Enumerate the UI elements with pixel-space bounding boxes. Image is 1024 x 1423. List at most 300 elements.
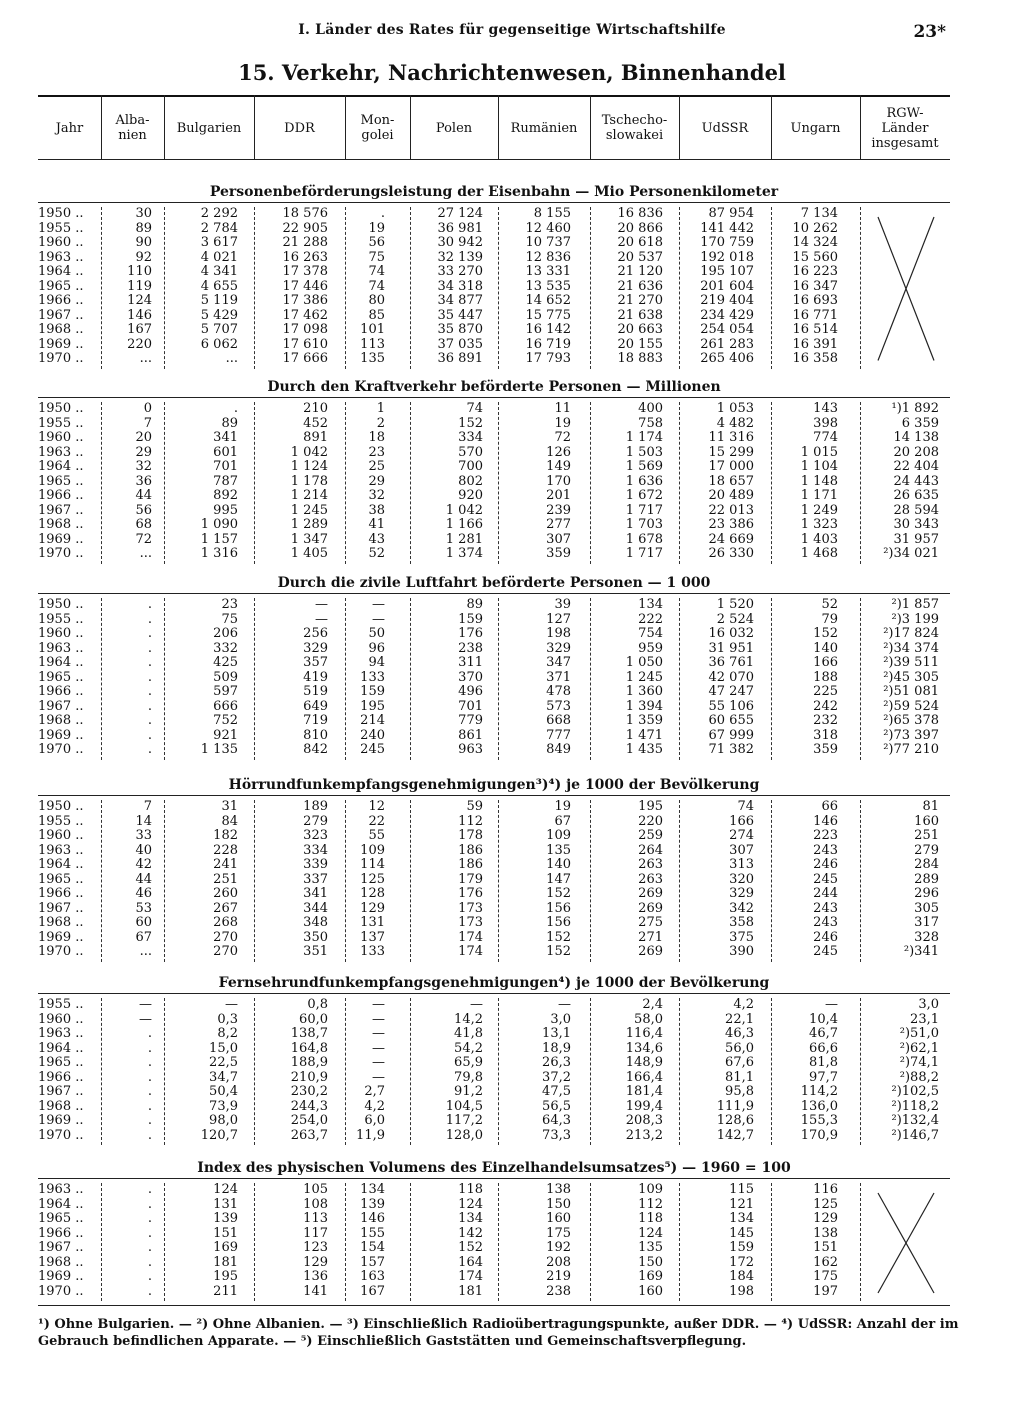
value-cell: — <box>225 997 238 1012</box>
value-cell: 141 442 <box>700 220 754 236</box>
value-cell: 1 050 <box>625 655 663 670</box>
table-title: 15. Verkehr, Nachrichtenwesen, Binnenhandel <box>238 60 786 85</box>
value-cell: 195 <box>360 698 385 714</box>
value-cell: ²)62,1 <box>899 1040 939 1056</box>
value-cell: . <box>380 206 385 221</box>
header-column-divider <box>345 95 346 159</box>
value-cell: . <box>147 1196 152 1212</box>
value-cell: 128,0 <box>445 1127 483 1143</box>
value-cell: 328 <box>914 929 939 945</box>
table-bottom-rule <box>38 1305 950 1306</box>
value-cell: 73,9 <box>209 1098 238 1114</box>
value-cell: 166 <box>729 813 754 829</box>
value-cell: 1 405 <box>290 546 328 561</box>
year-cell: 1965 .. <box>38 1211 84 1226</box>
table-row <box>38 475 950 489</box>
value-cell: 134 <box>458 1211 483 1226</box>
value-cell: 198 <box>546 626 571 641</box>
value-cell: 156 <box>546 915 571 930</box>
value-cell: 1 703 <box>625 517 663 532</box>
value-cell: 263 <box>638 871 663 887</box>
value-cell: 334 <box>303 842 328 858</box>
value-cell: 842 <box>303 742 328 757</box>
table-row <box>38 1013 950 1027</box>
value-cell: 151 <box>813 1240 838 1255</box>
table-row <box>38 656 950 670</box>
table-row <box>38 1085 950 1099</box>
value-cell: 166 <box>813 655 838 670</box>
value-cell: . <box>147 1098 152 1114</box>
value-cell: 22 905 <box>282 220 328 236</box>
table-row <box>38 1270 950 1284</box>
value-cell: 241 <box>213 857 238 872</box>
year-cell: 1955 .. <box>38 415 84 431</box>
header-column-divider <box>679 95 680 159</box>
value-cell: 74 <box>466 401 483 416</box>
year-cell: 1950 .. <box>38 597 84 612</box>
value-cell: — <box>825 997 838 1012</box>
value-cell: 18 657 <box>708 473 754 489</box>
value-cell: 46 <box>135 886 152 901</box>
value-cell: 192 <box>546 1240 571 1255</box>
value-cell: 44 <box>135 871 152 887</box>
value-cell: 128 <box>360 886 385 901</box>
value-cell: 1 672 <box>625 488 663 503</box>
value-cell: 32 <box>135 459 152 474</box>
col-header-jahr: Jahr <box>55 120 84 136</box>
value-cell: 152 <box>546 929 571 945</box>
value-cell: 341 <box>303 886 328 901</box>
value-cell: 17 610 <box>282 336 328 352</box>
year-cell: 1965 .. <box>38 871 84 887</box>
value-cell: 30 343 <box>893 517 939 532</box>
value-cell: 72 <box>135 531 152 547</box>
value-cell: 16 032 <box>708 626 754 641</box>
value-cell: 46,7 <box>809 1026 838 1041</box>
header-column-divider <box>101 95 102 159</box>
value-cell: 23 <box>368 444 385 460</box>
value-cell: 12 460 <box>525 220 571 236</box>
value-cell: 17 386 <box>282 293 328 308</box>
value-cell: . <box>147 1283 152 1299</box>
table-row <box>38 1042 950 1056</box>
value-cell: 1 289 <box>290 517 328 532</box>
value-cell: 71 382 <box>708 742 754 757</box>
year-cell: 1969 .. <box>38 1113 84 1128</box>
header-column-divider <box>498 95 499 159</box>
value-cell: 597 <box>213 684 238 699</box>
value-cell: 115 <box>729 1182 754 1197</box>
value-cell: — <box>470 997 483 1012</box>
value-cell: 5 429 <box>200 307 238 323</box>
value-cell: 42 070 <box>708 669 754 685</box>
value-cell: 2 784 <box>200 220 238 236</box>
value-cell: 7 <box>143 799 152 814</box>
value-cell: 17 462 <box>282 307 328 323</box>
value-cell: 357 <box>303 655 328 670</box>
year-cell: 1965 .. <box>38 1055 84 1070</box>
value-cell: 118 <box>638 1211 663 1226</box>
value-cell: 230,2 <box>290 1084 328 1099</box>
value-cell: 170,9 <box>800 1127 838 1143</box>
value-cell: 22 <box>368 813 385 829</box>
value-cell: 14 652 <box>525 293 571 308</box>
value-cell: ²)77 210 <box>883 742 939 757</box>
value-cell: 188 <box>813 669 838 685</box>
table-top-rule <box>38 95 950 97</box>
value-cell: 274 <box>729 828 754 843</box>
section-rule <box>38 795 950 796</box>
value-cell: 136,0 <box>800 1098 838 1114</box>
value-cell: 152 <box>458 415 483 431</box>
table-row <box>38 222 950 236</box>
value-cell: 251 <box>914 828 939 843</box>
value-cell: 1 249 <box>800 502 838 518</box>
value-cell: 400 <box>638 401 663 416</box>
value-cell: 124 <box>127 293 152 308</box>
value-cell: ... <box>139 944 152 959</box>
header-column-divider <box>771 95 772 159</box>
value-cell: 60,0 <box>299 1011 328 1027</box>
value-cell: 1 281 <box>445 531 483 547</box>
value-cell: 201 604 <box>700 278 754 294</box>
value-cell: 181 <box>458 1283 483 1299</box>
table-row <box>38 533 950 547</box>
value-cell: ²)34 021 <box>883 546 939 561</box>
year-cell: 1966 .. <box>38 1225 84 1241</box>
running-head <box>0 22 1024 46</box>
table-row <box>38 547 950 561</box>
value-cell: 649 <box>303 698 328 714</box>
value-cell: 18,9 <box>542 1040 571 1056</box>
value-cell: 181 <box>213 1254 238 1270</box>
value-cell: 151 <box>213 1225 238 1241</box>
value-cell: 4 021 <box>200 249 238 265</box>
value-cell: 313 <box>729 857 754 872</box>
value-cell: 318 <box>813 727 838 743</box>
value-cell: 129 <box>813 1211 838 1226</box>
value-cell: 164,8 <box>290 1040 328 1056</box>
year-cell: 1966 .. <box>38 293 84 308</box>
value-cell: ²)34 374 <box>883 640 939 656</box>
value-cell: 75 <box>368 249 385 265</box>
value-cell: 129 <box>360 900 385 916</box>
table-row <box>38 1212 950 1226</box>
value-cell: 347 <box>546 655 571 670</box>
value-cell: 264 <box>638 842 663 858</box>
value-cell: 240 <box>360 727 385 743</box>
value-cell: 20 155 <box>617 336 663 352</box>
value-cell: 284 <box>914 857 939 872</box>
value-cell: 167 <box>360 1283 385 1299</box>
value-cell: 341 <box>213 430 238 445</box>
value-cell: 358 <box>729 915 754 930</box>
table-row <box>38 1227 950 1241</box>
value-cell: 263 <box>638 857 663 872</box>
value-cell: 133 <box>360 944 385 959</box>
value-cell: 210,9 <box>290 1069 328 1085</box>
value-cell: 219 404 <box>700 293 754 308</box>
year-cell: 1967 .. <box>38 502 84 518</box>
value-cell: 140 <box>813 640 838 656</box>
value-cell: 54,2 <box>454 1040 483 1056</box>
value-cell: ²)51,0 <box>899 1026 939 1041</box>
value-cell: 719 <box>303 713 328 728</box>
value-cell: — <box>558 997 571 1012</box>
value-cell: 254,0 <box>290 1113 328 1128</box>
value-cell: 198 <box>729 1283 754 1299</box>
value-cell: 164 <box>458 1254 483 1270</box>
value-cell: 31 951 <box>708 640 754 656</box>
table-row <box>38 402 950 416</box>
value-cell: 120,7 <box>200 1127 238 1143</box>
value-cell: 244,3 <box>290 1098 328 1114</box>
value-cell: 112 <box>458 813 483 829</box>
value-cell: — <box>372 997 385 1012</box>
value-cell: 17 666 <box>282 351 328 366</box>
value-cell: 29 <box>135 444 152 460</box>
value-cell: 959 <box>638 640 663 656</box>
value-cell: 152 <box>546 886 571 901</box>
value-cell: 13 331 <box>525 264 571 279</box>
year-cell: 1969 .. <box>38 929 84 945</box>
section-title: Hörrundfunkempfangsgenehmigungen³)⁴) je 1000 der Bevölkerung <box>228 777 760 793</box>
value-cell: 1 104 <box>800 459 838 474</box>
value-cell: 192 018 <box>700 249 754 265</box>
table-row <box>38 815 950 829</box>
value-cell: 6 062 <box>200 336 238 352</box>
value-cell: ²)3 199 <box>891 611 939 627</box>
value-cell: 195 <box>213 1269 238 1284</box>
year-cell: 1950 .. <box>38 206 84 221</box>
table-row <box>38 489 950 503</box>
table-row <box>38 338 950 352</box>
value-cell: 30 942 <box>437 235 483 250</box>
value-cell: 370 <box>458 669 483 685</box>
value-cell: 6,0 <box>364 1113 385 1128</box>
value-cell: 26 330 <box>708 546 754 561</box>
table-row <box>38 931 950 945</box>
value-cell: 329 <box>546 640 571 656</box>
year-cell: 1967 .. <box>38 1240 84 1255</box>
value-cell: 87 954 <box>708 206 754 221</box>
value-cell: 109 <box>360 842 385 858</box>
value-cell: 16 263 <box>282 249 328 265</box>
value-cell: 16 391 <box>792 336 838 352</box>
table-row <box>38 627 950 641</box>
value-cell: 67 999 <box>708 727 754 743</box>
value-cell: 124 <box>638 1225 663 1241</box>
value-cell: 94 <box>368 655 385 670</box>
table-row <box>38 431 950 445</box>
value-cell: 261 283 <box>700 336 754 352</box>
value-cell: 67 <box>135 929 152 945</box>
value-cell: 139 <box>360 1196 385 1212</box>
value-cell: 28 594 <box>893 502 939 518</box>
value-cell: 38 <box>368 502 385 518</box>
value-cell: 101 <box>360 322 385 337</box>
value-cell: 117,2 <box>445 1113 483 1128</box>
value-cell: 311 <box>458 655 483 670</box>
year-cell: 1955 .. <box>38 813 84 829</box>
table-row <box>38 1114 950 1128</box>
value-cell: 17 793 <box>525 351 571 366</box>
value-cell: . <box>147 698 152 714</box>
value-cell: 36 981 <box>437 220 483 236</box>
table-row <box>38 642 950 656</box>
value-cell: 65,9 <box>454 1055 483 1070</box>
value-cell: 72 <box>554 430 571 445</box>
value-cell: 67 <box>554 813 571 829</box>
value-cell: 167 <box>127 322 152 337</box>
year-cell: 1966 .. <box>38 684 84 699</box>
value-cell: 112 <box>638 1196 663 1212</box>
value-cell: 109 <box>546 828 571 843</box>
year-cell: 1960 .. <box>38 1011 84 1027</box>
value-cell: — <box>372 1026 385 1041</box>
value-cell: 305 <box>914 900 939 916</box>
value-cell: 139 <box>213 1211 238 1226</box>
value-cell: 269 <box>638 900 663 916</box>
value-cell: . <box>147 1269 152 1284</box>
value-cell: 145 <box>729 1225 754 1241</box>
not-applicable-cross-mark <box>860 211 950 365</box>
year-cell: 1964 .. <box>38 857 84 872</box>
value-cell: . <box>147 1084 152 1099</box>
value-cell: 7 134 <box>800 206 838 221</box>
year-cell: 1960 .. <box>38 828 84 843</box>
value-cell: 125 <box>813 1196 838 1212</box>
value-cell: 12 <box>368 799 385 814</box>
table-row <box>38 352 950 366</box>
section-rule <box>38 593 950 594</box>
col-header-ungarn: Ungarn <box>790 120 841 136</box>
value-cell: 1 403 <box>800 531 838 547</box>
value-cell: 220 <box>127 336 152 352</box>
year-cell: 1964 .. <box>38 1196 84 1212</box>
year-cell: 1963 .. <box>38 842 84 858</box>
value-cell: 170 759 <box>700 235 754 250</box>
table-row <box>38 280 950 294</box>
value-cell: 111,9 <box>716 1098 754 1114</box>
value-cell: 11,9 <box>356 1127 385 1143</box>
value-cell: 260 <box>213 886 238 901</box>
value-cell: 95,8 <box>725 1084 754 1099</box>
table-row <box>38 207 950 221</box>
value-cell: 1 015 <box>800 444 838 460</box>
year-cell: 1966 .. <box>38 1069 84 1085</box>
value-cell: 16 771 <box>792 307 838 323</box>
value-cell: 245 <box>360 742 385 757</box>
value-cell: 11 <box>554 401 571 416</box>
value-cell: 178 <box>458 828 483 843</box>
table-row <box>38 1198 950 1212</box>
year-cell: 1967 .. <box>38 307 84 323</box>
value-cell: 55 106 <box>708 698 754 714</box>
value-cell: 74 <box>368 264 385 279</box>
value-cell: 208,3 <box>625 1113 663 1128</box>
value-cell: 27 124 <box>437 206 483 221</box>
value-cell: 109 <box>638 1182 663 1197</box>
table-row <box>38 671 950 685</box>
value-cell: 174 <box>458 929 483 945</box>
value-cell: 234 429 <box>700 307 754 323</box>
value-cell: 135 <box>638 1240 663 1255</box>
value-cell: 892 <box>213 488 238 503</box>
value-cell: 56 <box>135 502 152 518</box>
value-cell: 36 761 <box>708 655 754 670</box>
value-cell: ²)17 824 <box>883 626 939 641</box>
value-cell: 1 171 <box>800 488 838 503</box>
value-cell: 271 <box>638 929 663 945</box>
value-cell: 1 468 <box>800 546 838 561</box>
table-row <box>38 829 950 843</box>
value-cell: 259 <box>638 828 663 843</box>
value-cell: 1 178 <box>290 473 328 489</box>
value-cell: 42 <box>135 857 152 872</box>
table-row <box>38 1071 950 1085</box>
value-cell: ¹)1 892 <box>891 401 939 416</box>
value-cell: 289 <box>914 871 939 887</box>
value-cell: . <box>147 1211 152 1226</box>
value-cell: 570 <box>458 444 483 460</box>
value-cell: 34,7 <box>209 1069 238 1085</box>
value-cell: ²)1 857 <box>891 597 939 612</box>
value-cell: 142 <box>458 1225 483 1241</box>
value-cell: 16 358 <box>792 351 838 366</box>
value-cell: 0 <box>143 401 152 416</box>
value-cell: 31 957 <box>893 531 939 547</box>
value-cell: 279 <box>303 813 328 829</box>
value-cell: 68 <box>135 517 152 532</box>
value-cell: 138,7 <box>290 1026 328 1041</box>
section-title: Personenbeförderungsleistung der Eisenbahn — Mio Personenkilometer <box>209 184 779 200</box>
statistics-table <box>38 95 950 1305</box>
value-cell: 4,2 <box>733 997 754 1012</box>
table-row <box>38 1027 950 1041</box>
value-cell: 245 <box>813 871 838 887</box>
table-row <box>38 518 950 532</box>
value-cell: 176 <box>458 626 483 641</box>
value-cell: 921 <box>213 727 238 743</box>
value-cell: 371 <box>546 669 571 685</box>
value-cell: 175 <box>813 1269 838 1284</box>
value-cell: 152 <box>813 626 838 641</box>
value-cell: . <box>147 1069 152 1085</box>
year-cell: 1965 .. <box>38 473 84 489</box>
value-cell: 375 <box>729 929 754 945</box>
value-cell: 142,7 <box>716 1127 754 1143</box>
value-cell: 24 443 <box>893 473 939 489</box>
value-cell: 601 <box>213 444 238 460</box>
header-column-divider <box>590 95 591 159</box>
value-cell: 752 <box>213 713 238 728</box>
section-rule <box>38 397 950 398</box>
value-cell: 3,0 <box>918 997 939 1012</box>
table-row <box>38 417 950 431</box>
value-cell: 152 <box>546 944 571 959</box>
value-cell: 156 <box>546 900 571 916</box>
value-cell: 307 <box>546 531 571 547</box>
value-cell: 50,4 <box>209 1084 238 1099</box>
value-cell: 244 <box>813 886 838 901</box>
value-cell: 22 404 <box>893 459 939 474</box>
value-cell: 21 120 <box>617 264 663 279</box>
value-cell: 118 <box>458 1182 483 1197</box>
value-cell: 66,6 <box>809 1040 838 1056</box>
value-cell: 3 617 <box>200 235 238 250</box>
value-cell: 32 139 <box>437 249 483 265</box>
